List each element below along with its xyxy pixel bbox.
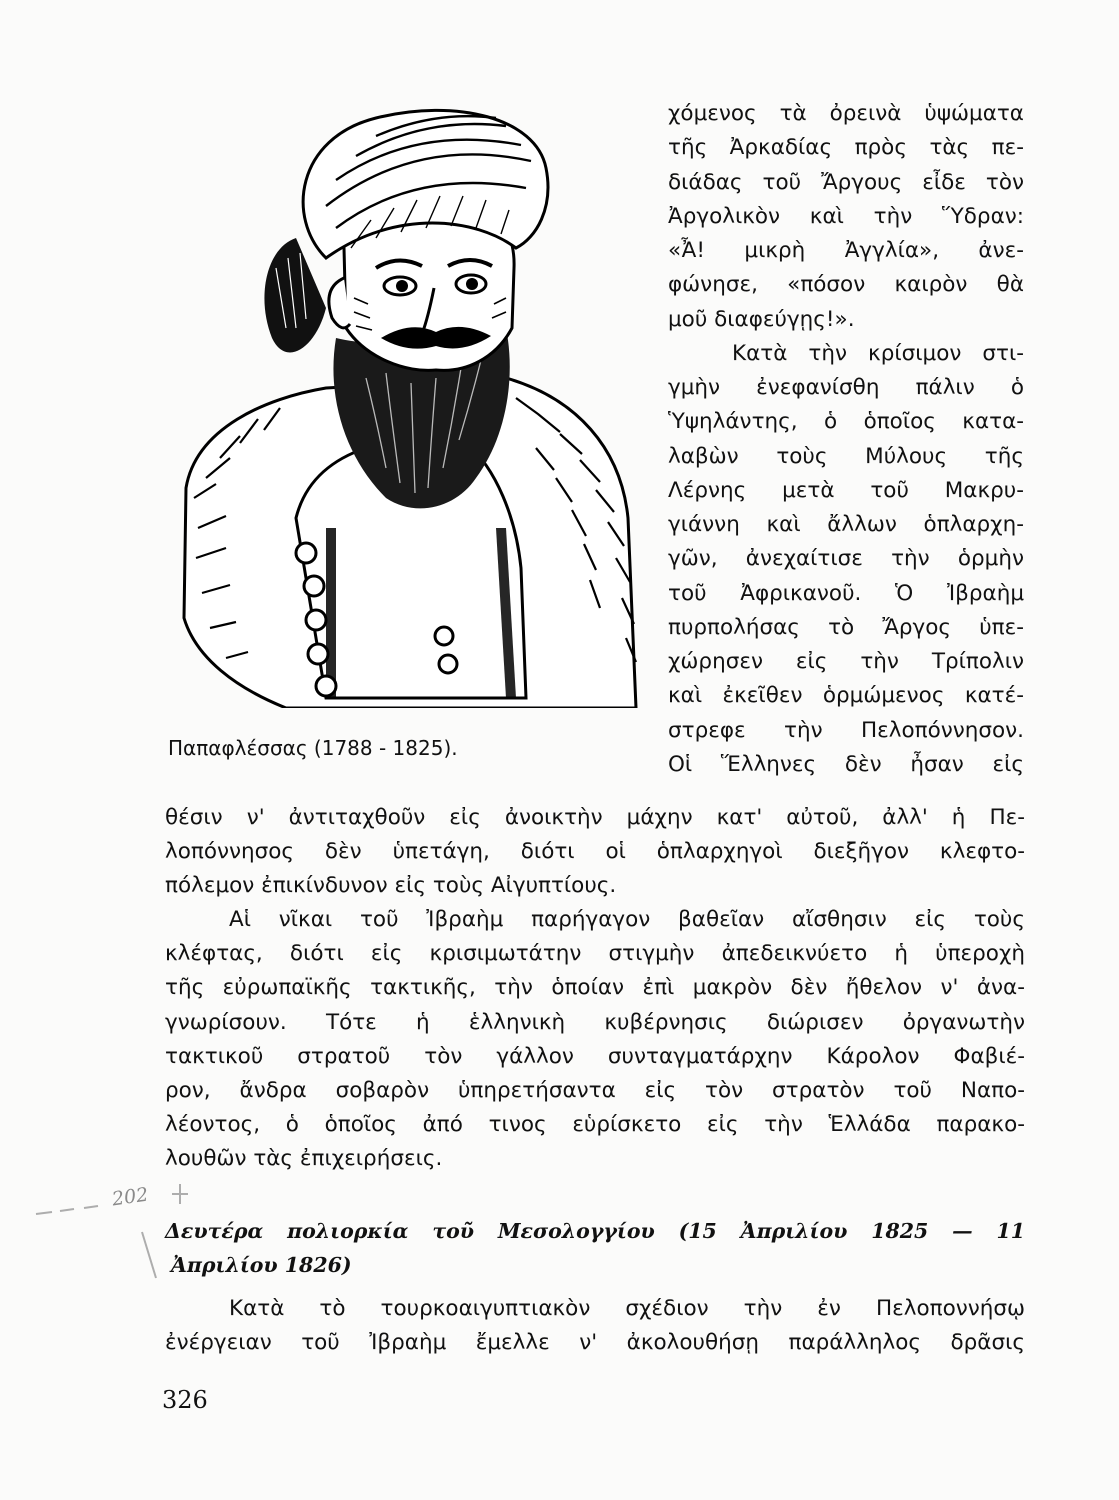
- text-line: λουθῶν τὰς ἐπιχειρήσεις.: [165, 1145, 443, 1171]
- text-line: Ὑψηλάντης, ὁ ὁποῖος κατα-: [668, 409, 1024, 435]
- text-line: χόμενος τὰ ὀρεινὰ ὑψώματα: [668, 101, 1024, 126]
- text-line: λέοντος, ὁ ὁποῖος ἀπό τινος εὑρίσκετο εἰς τὴν Ἑλλάδα παρακο-: [165, 1111, 1025, 1137]
- text-line: Αἱ νῖκαι τοῦ Ἰβραὴμ παρήγαγον βαθεῖαν αἴσθησιν εἰς τοὺς: [229, 907, 1025, 933]
- text-line: γμὴν ἐνεφανίσθη πάλιν ὁ: [668, 375, 1024, 400]
- pencil-annotation: 202: [110, 1183, 150, 1211]
- figure-caption: Παπαφλέσσας (1788 - 1825).: [168, 736, 458, 760]
- text-line: φώνησε, «πόσον καιρὸν θὰ: [668, 272, 1024, 298]
- text-line: χώρησεν εἰς τὴν Τρίπολιν: [668, 649, 1024, 674]
- text-line: πυρπολήσας τὸ Ἄργος ὑπε-: [668, 614, 1024, 640]
- text-line: θέσιν ν' ἀντιταχθοῦν εἰς ἀνοικτὴν μάχην κατ' αὐτοῦ, ἀλλ' ἡ Πε-: [165, 805, 1025, 830]
- heading-line: Ἀπριλίου 1826): [171, 1253, 352, 1277]
- section-heading: [165, 1214, 1025, 1282]
- text-line: στρεφε τὴν Πελοπόννησον.: [668, 717, 1024, 743]
- text-line: Οἱ Ἕλληνες δὲν ἦσαν εἰς: [668, 751, 1024, 777]
- text-line: πόλεμον ἐπικίνδυνον εἰς τοὺς Αἰγυπτίους.: [165, 873, 617, 899]
- text-line: καὶ ἐκεῖθεν ὁρμώμενος κατέ-: [668, 683, 1024, 709]
- text-line: ἐνέργειαν τοῦ Ἰβραὴμ ἔμελλε ν' ἀκολουθήσῃ παράλληλος δρᾶσις: [165, 1330, 1025, 1355]
- section-paragraph: [165, 1292, 1025, 1360]
- text-line: ρον, ἄνδρα σοβαρὸν ὑπηρετήσαντα εἰς τὸν στρατὸν τοῦ Ναπο-: [165, 1077, 1025, 1103]
- page-number: 326: [162, 1386, 208, 1414]
- body-paragraphs: [165, 801, 1025, 1176]
- text-line: λαβὼν τοὺς Μύλους τῆς: [668, 443, 1024, 469]
- right-column-text: [668, 97, 1024, 782]
- text-line: μοῦ διαφεύγῃς!».: [668, 306, 855, 332]
- text-line: τακτικοῦ στρατοῦ τὸν γάλλον συνταγματάρχην Κάρολον Φαβιέ-: [165, 1043, 1025, 1069]
- text-line: Κατὰ τὴν κρίσιμον στι-: [732, 340, 1024, 366]
- text-line: Ἀργολικὸν καὶ τὴν Ὕδραν:: [668, 203, 1024, 229]
- portrait-illustration: [176, 98, 638, 708]
- text-line: γιάννη καὶ ἄλλων ὁπλαρχη-: [668, 512, 1024, 537]
- text-line: Κατὰ τὸ τουρκοαιγυπτιακὸν σχέδιον τὴν ἐν Πελοποννήσῳ: [229, 1296, 1025, 1321]
- text-line: λοπόννησος δὲν ὑπετάγη, διότι οἱ ὁπλαρχηγοὶ διεξῆγον κλεφτο-: [165, 839, 1025, 865]
- text-line: τοῦ Ἀφρικανοῦ. Ὁ Ἰβραὴμ: [668, 580, 1024, 606]
- text-line: γνωρίσουν. Τότε ἡ ἑλληνικὴ κυβέρνησις διώρισεν ὀργανωτὴν: [165, 1009, 1025, 1035]
- text-line: κλέφτας, διότι εἰς κρισιμωτάτην στιγμὴν ἀπεδεικνύετο ἡ ὑπεροχὴ: [165, 941, 1025, 967]
- text-line: «Ἆ! μικρὴ Ἀγγλία», ἀνε-: [668, 238, 1024, 263]
- text-line: διάδας τοῦ Ἄργους εἶδε τὸν: [668, 169, 1024, 195]
- text-line: γῶν, ἀνεχαίτισε τὴν ὁρμὴν: [668, 546, 1024, 572]
- text-line: τῆς εὐρωπαϊκῆς τακτικῆς, τὴν ὁποίαν ἐπὶ μακρὸν δὲν ἤθελον ν' ἀνα-: [165, 975, 1025, 1001]
- text-line: Λέρνης μετὰ τοῦ Μακρυ-: [668, 477, 1024, 503]
- text-line: τῆς Ἀρκαδίας πρὸς τὰς πε-: [668, 135, 1024, 161]
- heading-line: Δευτέρα πολιορκία τοῦ Μεσολογγίου (15 Ἀπριλίου 1825 — 11: [165, 1219, 1025, 1243]
